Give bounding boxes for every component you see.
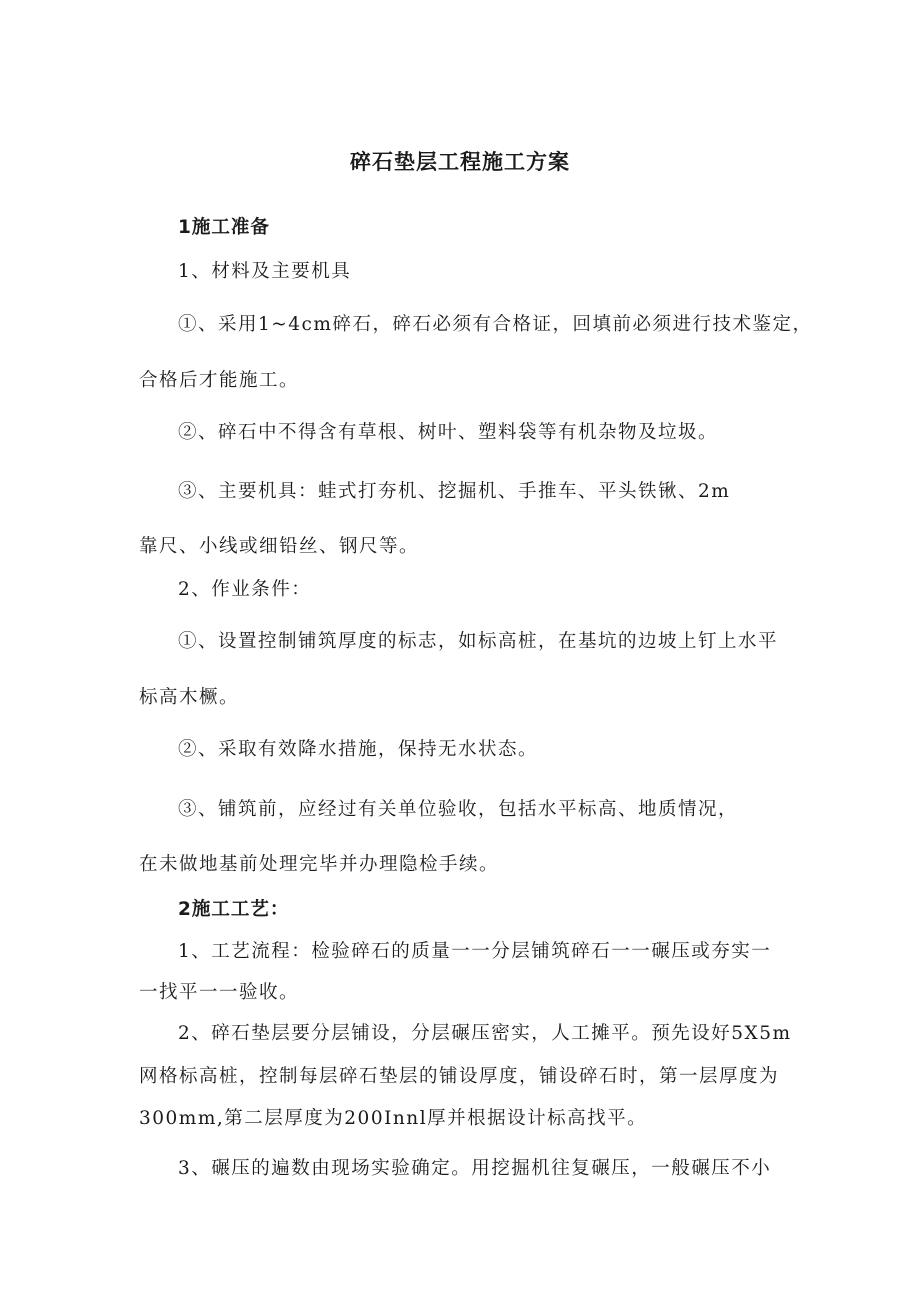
paragraph-conditions-1-line-2: 标高木橛。 bbox=[139, 687, 240, 708]
paragraph-conditions-1-line-1: ①、设置控制铺筑厚度的标志，如标高桩，在基坑的边坡上钉上水平 bbox=[178, 631, 779, 652]
item-1-title: 1、材料及主要机具 bbox=[178, 261, 352, 282]
section-2-heading: 2施工工艺： bbox=[178, 899, 290, 920]
paragraph-materials-1-line-2: 合格后才能施工。 bbox=[139, 370, 300, 391]
paragraph-materials-3-line-2: 靠尺、小线或细铅丝、钢尺等。 bbox=[139, 536, 420, 557]
paragraph-materials-1-line-1: ①、采用1~4cm碎石，碎石必须有合格证，回填前必须进行技术鉴定， bbox=[178, 314, 813, 335]
paragraph-conditions-2: ②、采取有效降水措施，保持无水状态。 bbox=[178, 739, 539, 760]
paragraph-process-2-line-3: 300mm,第二层厚度为200Innl厚并根据设计标高找平。 bbox=[139, 1108, 648, 1129]
paragraph-process-2-line-1: 2、碎石垫层要分层铺设，分层碾压密实，人工摊平。预先设好5X5m bbox=[178, 1023, 792, 1044]
paragraph-process-2-line-2: 网格标高桩，控制每层碎石垫层的铺设厚度，铺设碎石时，第一层厚度为 bbox=[139, 1066, 780, 1087]
page-title: 碎石垫层工程施工方案 bbox=[350, 150, 570, 174]
paragraph-process-3-line-1: 3、碾压的遍数由现场实验确定。用挖掘机往复碾压，一般碾压不小 bbox=[178, 1158, 772, 1179]
paragraph-materials-2: ②、碎石中不得含有草根、树叶、塑料袋等有机杂物及垃圾。 bbox=[178, 422, 719, 443]
paragraph-materials-3-line-1: ③、主要机具：蛙式打夯机、挖掘机、手推车、平头铁锹、2m bbox=[178, 481, 731, 502]
paragraph-process-1-line-2: 一找平一一验收。 bbox=[139, 982, 300, 1003]
paragraph-process-1-line-1: 1、工艺流程：检验碎石的质量一一分层铺筑碎石一一碾压或夯实一 bbox=[178, 941, 772, 962]
item-2-title: 2、作业条件： bbox=[178, 579, 312, 600]
paragraph-conditions-3-line-2: 在未做地基前处理完毕并办理隐检手续。 bbox=[139, 854, 500, 875]
section-1-heading: 1施工准备 bbox=[178, 217, 270, 238]
paragraph-conditions-3-line-1: ③、铺筑前，应经过有关单位验收，包括水平标高、地质情况， bbox=[178, 799, 739, 820]
